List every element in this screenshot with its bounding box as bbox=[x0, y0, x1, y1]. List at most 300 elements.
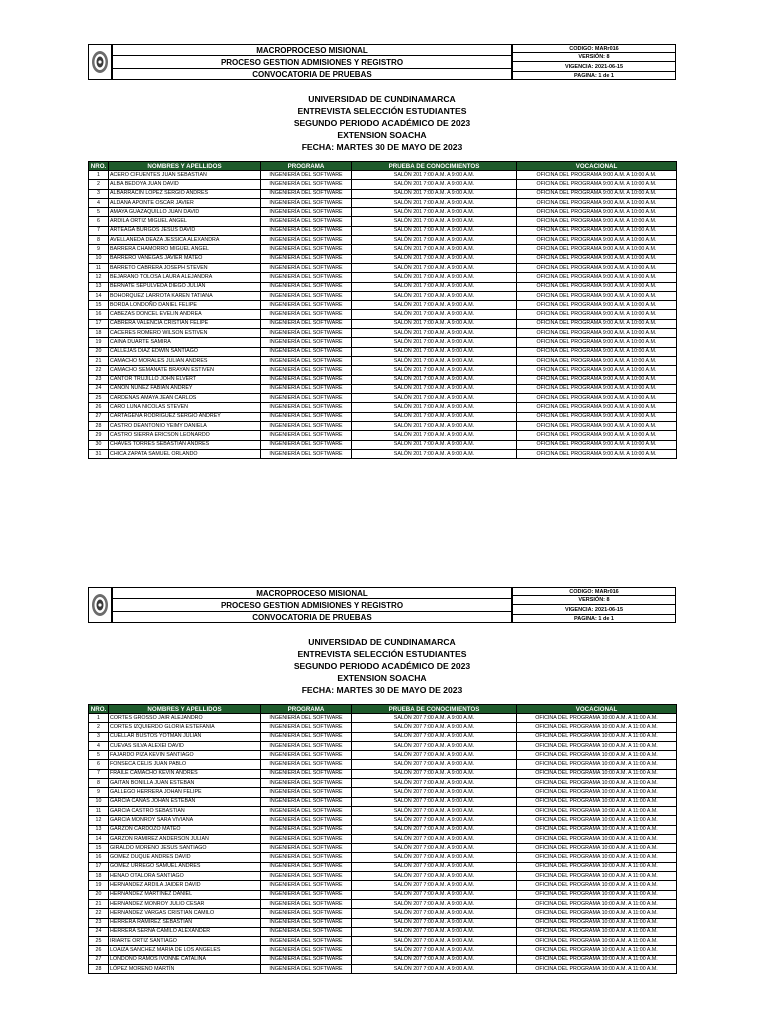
student-name: GOMEZ URREGO SAMUEL ANDRES bbox=[109, 862, 261, 871]
vocacional-cell: OFICINA DEL PROGRAMA 10:00 A.M. A 11:00 A.M. bbox=[517, 946, 677, 955]
student-name: CHAVES TORRES SEBASTIAN ANDRES bbox=[109, 440, 261, 449]
row-number: 19 bbox=[89, 338, 109, 347]
title-period: SEGUNDO PERIODO ACADÉMICO DE 2023 bbox=[293, 661, 471, 671]
vocacional-cell: OFICINA DEL PROGRAMA 9:00 A.M. A 10:00 A.M. bbox=[517, 384, 677, 393]
vocacional-cell: OFICINA DEL PROGRAMA 10:00 A.M. A 11:00 A.M. bbox=[517, 714, 677, 723]
student-name: ALBA BEDOYA JUAN DAVID bbox=[109, 180, 261, 189]
vigencia-label: VIGENCIA: 2021-06-15 bbox=[512, 604, 676, 615]
row-number: 10 bbox=[89, 797, 109, 806]
program-cell: INGENIERÍA DEL SOFTWARE bbox=[261, 412, 352, 421]
document-titles bbox=[88, 93, 676, 153]
prueba-cell: SALÓN 207 7:00 A.M. A 9:00 A.M. bbox=[352, 834, 517, 843]
prueba-cell: SALÓN 201 7:00 A.M. A 9:00 A.M. bbox=[352, 366, 517, 375]
student-name: CUELLAR BUSTOS YOTMAN JULIAN bbox=[109, 732, 261, 741]
row-number: 17 bbox=[89, 319, 109, 328]
title-interview: ENTREVISTA SELECCIÓN ESTUDIANTES bbox=[297, 106, 467, 116]
prueba-cell: SALÓN 207 7:00 A.M. A 9:00 A.M. bbox=[352, 853, 517, 862]
row-number: 3 bbox=[89, 189, 109, 198]
row-number: 4 bbox=[89, 198, 109, 207]
student-name: CARO LUNA NICOLAS STEVEN bbox=[109, 403, 261, 412]
students-table-2 bbox=[88, 704, 677, 974]
prueba-cell: SALÓN 201 7:00 A.M. A 9:00 A.M. bbox=[352, 449, 517, 458]
vocacional-cell: OFICINA DEL PROGRAMA 10:00 A.M. A 11:00 A.M. bbox=[517, 899, 677, 908]
row-number: 1 bbox=[89, 714, 109, 723]
student-name: GALLEGO HERRERA JOHAN FELIPE bbox=[109, 788, 261, 797]
col-nombres: NOMBRES Y APELLIDOS bbox=[109, 705, 261, 714]
program-cell: INGENIERÍA DEL SOFTWARE bbox=[261, 946, 352, 955]
vocacional-cell: OFICINA DEL PROGRAMA 9:00 A.M. A 10:00 A.M. bbox=[517, 366, 677, 375]
table-row bbox=[89, 844, 677, 853]
row-number: 26 bbox=[89, 946, 109, 955]
prueba-cell: SALÓN 207 7:00 A.M. A 9:00 A.M. bbox=[352, 890, 517, 899]
row-number: 1 bbox=[89, 171, 109, 180]
col-nombres: NOMBRES Y APELLIDOS bbox=[109, 162, 261, 171]
student-name: ALDANA APONTE OSCAR JAVIER bbox=[109, 198, 261, 207]
prueba-cell: SALÓN 201 7:00 A.M. A 9:00 A.M. bbox=[352, 440, 517, 449]
program-cell: INGENIERÍA DEL SOFTWARE bbox=[261, 732, 352, 741]
program-cell: INGENIERÍA DEL SOFTWARE bbox=[261, 723, 352, 732]
row-number: 2 bbox=[89, 180, 109, 189]
prueba-cell: SALÓN 201 7:00 A.M. A 9:00 A.M. bbox=[352, 198, 517, 207]
table-row bbox=[89, 955, 677, 964]
proceso-label: PROCESO GESTION ADMISIONES Y REGISTRO bbox=[112, 55, 512, 69]
row-number: 23 bbox=[89, 918, 109, 927]
student-name: CHICA ZAPATA SAMUEL ORLANDO bbox=[109, 449, 261, 458]
student-name: BOHORQUEZ LARROTA KAREN TATIANA bbox=[109, 291, 261, 300]
proceso-label: PROCESO GESTION ADMISIONES Y REGISTRO bbox=[112, 598, 512, 612]
row-number: 27 bbox=[89, 412, 109, 421]
student-name: GOMEZ DUQUE ANDRES DAVID bbox=[109, 853, 261, 862]
student-name: CACERES ROMERO WILSON ESTIVEN bbox=[109, 329, 261, 338]
table-row bbox=[89, 816, 677, 825]
prueba-cell: SALÓN 201 7:00 A.M. A 9:00 A.M. bbox=[352, 347, 517, 356]
student-name: GARZON RAMIREZ ANDERSON JULIAN bbox=[109, 834, 261, 843]
program-cell: INGENIERÍA DEL SOFTWARE bbox=[261, 881, 352, 890]
row-number: 24 bbox=[89, 927, 109, 936]
program-cell: INGENIERÍA DEL SOFTWARE bbox=[261, 375, 352, 384]
table-row bbox=[89, 282, 677, 291]
student-name: HERNANDEZ MARTINEZ DANIEL bbox=[109, 890, 261, 899]
table-row bbox=[89, 208, 677, 217]
program-cell: INGENIERÍA DEL SOFTWARE bbox=[261, 797, 352, 806]
program-cell: INGENIERÍA DEL SOFTWARE bbox=[261, 825, 352, 834]
row-number: 16 bbox=[89, 310, 109, 319]
student-name: CAINA DUARTE SAMIRA bbox=[109, 338, 261, 347]
program-cell: INGENIERÍA DEL SOFTWARE bbox=[261, 263, 352, 272]
row-number: 11 bbox=[89, 263, 109, 272]
program-cell: INGENIERÍA DEL SOFTWARE bbox=[261, 189, 352, 198]
macroproceso-label: MACROPROCESO MISIONAL bbox=[112, 587, 512, 599]
table-row bbox=[89, 301, 677, 310]
prueba-cell: SALÓN 201 7:00 A.M. A 9:00 A.M. bbox=[352, 217, 517, 226]
program-cell: INGENIERÍA DEL SOFTWARE bbox=[261, 714, 352, 723]
prueba-cell: SALÓN 207 7:00 A.M. A 9:00 A.M. bbox=[352, 769, 517, 778]
col-prueba: PRUEBA DE CONOCIMIENTOS bbox=[352, 162, 517, 171]
program-cell: INGENIERÍA DEL SOFTWARE bbox=[261, 779, 352, 788]
vocacional-cell: OFICINA DEL PROGRAMA 9:00 A.M. A 10:00 A.M. bbox=[517, 208, 677, 217]
student-name: CANTOR TRUJILLO JOHN ELVERT bbox=[109, 375, 261, 384]
program-cell: INGENIERÍA DEL SOFTWARE bbox=[261, 301, 352, 310]
prueba-cell: SALÓN 201 7:00 A.M. A 9:00 A.M. bbox=[352, 356, 517, 365]
row-number: 23 bbox=[89, 375, 109, 384]
table-row bbox=[89, 937, 677, 946]
program-cell: INGENIERÍA DEL SOFTWARE bbox=[261, 198, 352, 207]
table-row bbox=[89, 403, 677, 412]
row-number: 20 bbox=[89, 347, 109, 356]
col-programa: PROGRAMA bbox=[261, 705, 352, 714]
vocacional-cell: OFICINA DEL PROGRAMA 9:00 A.M. A 10:00 A.M. bbox=[517, 273, 677, 282]
row-number: 28 bbox=[89, 965, 109, 974]
program-cell: INGENIERÍA DEL SOFTWARE bbox=[261, 356, 352, 365]
row-number: 14 bbox=[89, 291, 109, 300]
student-name: CORTES GROSSO JAIR ALEJANDRO bbox=[109, 714, 261, 723]
program-cell: INGENIERÍA DEL SOFTWARE bbox=[261, 834, 352, 843]
program-cell: INGENIERÍA DEL SOFTWARE bbox=[261, 816, 352, 825]
vocacional-cell: OFICINA DEL PROGRAMA 9:00 A.M. A 10:00 A.M. bbox=[517, 226, 677, 235]
col-nro: NRO. bbox=[89, 705, 109, 714]
prueba-cell: SALÓN 201 7:00 A.M. A 9:00 A.M. bbox=[352, 226, 517, 235]
table-row bbox=[89, 254, 677, 263]
macroproceso-label: MACROPROCESO MISIONAL bbox=[112, 44, 512, 56]
prueba-cell: SALÓN 207 7:00 A.M. A 9:00 A.M. bbox=[352, 946, 517, 955]
vocacional-cell: OFICINA DEL PROGRAMA 9:00 A.M. A 10:00 A.M. bbox=[517, 217, 677, 226]
student-name: CORTES IZQUIERDO GLORIA ESTEFANIA bbox=[109, 723, 261, 732]
program-cell: INGENIERÍA DEL SOFTWARE bbox=[261, 329, 352, 338]
student-name: LÓPEZ MORENO MARTÍN bbox=[109, 965, 261, 974]
vocacional-cell: OFICINA DEL PROGRAMA 9:00 A.M. A 10:00 A.M. bbox=[517, 236, 677, 245]
students-table-1 bbox=[88, 161, 677, 459]
prueba-cell: SALÓN 201 7:00 A.M. A 9:00 A.M. bbox=[352, 310, 517, 319]
vocacional-cell: OFICINA DEL PROGRAMA 10:00 A.M. A 11:00 A.M. bbox=[517, 797, 677, 806]
student-name: GIRALDO MORENO JESUS SANTIAGO bbox=[109, 844, 261, 853]
vocacional-cell: OFICINA DEL PROGRAMA 10:00 A.M. A 11:00 A.M. bbox=[517, 806, 677, 815]
prueba-cell: SALÓN 201 7:00 A.M. A 9:00 A.M. bbox=[352, 208, 517, 217]
table-row bbox=[89, 245, 677, 254]
prueba-cell: SALÓN 207 7:00 A.M. A 9:00 A.M. bbox=[352, 751, 517, 760]
table-row bbox=[89, 946, 677, 955]
table-row bbox=[89, 412, 677, 421]
table-row bbox=[89, 171, 677, 180]
prueba-cell: SALÓN 207 7:00 A.M. A 9:00 A.M. bbox=[352, 732, 517, 741]
student-name: CABEZAS DONCEL EVELIN ANDREA bbox=[109, 310, 261, 319]
program-cell: INGENIERÍA DEL SOFTWARE bbox=[261, 422, 352, 431]
row-number: 10 bbox=[89, 254, 109, 263]
student-name: GARCIA MONROY SARA VIVIANA bbox=[109, 816, 261, 825]
program-cell: INGENIERÍA DEL SOFTWARE bbox=[261, 918, 352, 927]
program-cell: INGENIERÍA DEL SOFTWARE bbox=[261, 282, 352, 291]
vocacional-cell: OFICINA DEL PROGRAMA 9:00 A.M. A 10:00 A.M. bbox=[517, 449, 677, 458]
vocacional-cell: OFICINA DEL PROGRAMA 10:00 A.M. A 11:00 A.M. bbox=[517, 881, 677, 890]
vocacional-cell: OFICINA DEL PROGRAMA 9:00 A.M. A 10:00 A.M. bbox=[517, 347, 677, 356]
row-number: 21 bbox=[89, 899, 109, 908]
row-number: 6 bbox=[89, 217, 109, 226]
title-extension: EXTENSION SOACHA bbox=[337, 130, 427, 140]
student-name: HERRERA SERNA CAMILO ALEXANDER bbox=[109, 927, 261, 936]
student-name: CASTRO SIERRA ERICSON LEONARDO bbox=[109, 431, 261, 440]
convocatoria-label: CONVOCATORIA DE PRUEBAS bbox=[112, 611, 512, 623]
prueba-cell: SALÓN 201 7:00 A.M. A 9:00 A.M. bbox=[352, 236, 517, 245]
prueba-cell: SALÓN 207 7:00 A.M. A 9:00 A.M. bbox=[352, 844, 517, 853]
table-row bbox=[89, 329, 677, 338]
student-name: GARCIA CAÑAS JOHAN ESTEBAN bbox=[109, 797, 261, 806]
prueba-cell: SALÓN 201 7:00 A.M. A 9:00 A.M. bbox=[352, 254, 517, 263]
vocacional-cell: OFICINA DEL PROGRAMA 10:00 A.M. A 11:00 A.M. bbox=[517, 853, 677, 862]
table-row bbox=[89, 714, 677, 723]
row-number: 12 bbox=[89, 273, 109, 282]
table-row bbox=[89, 440, 677, 449]
student-name: FAJARDO PIZA KEVIN SANTIAGO bbox=[109, 751, 261, 760]
table-row bbox=[89, 927, 677, 936]
vocacional-cell: OFICINA DEL PROGRAMA 10:00 A.M. A 11:00 A.M. bbox=[517, 862, 677, 871]
student-name: CARDENAS AMAYA JEAN CARLOS bbox=[109, 394, 261, 403]
vocacional-cell: OFICINA DEL PROGRAMA 9:00 A.M. A 10:00 A.M. bbox=[517, 180, 677, 189]
student-name: ARTEAGA BURGOS JESUS DAVID bbox=[109, 226, 261, 235]
table-row bbox=[89, 909, 677, 918]
student-name: HERNANDEZ MONROY JULIO CESAR bbox=[109, 899, 261, 908]
table-row bbox=[89, 291, 677, 300]
vocacional-cell: OFICINA DEL PROGRAMA 9:00 A.M. A 10:00 A.M. bbox=[517, 245, 677, 254]
program-cell: INGENIERÍA DEL SOFTWARE bbox=[261, 217, 352, 226]
title-extension: EXTENSION SOACHA bbox=[337, 673, 427, 683]
program-cell: INGENIERÍA DEL SOFTWARE bbox=[261, 769, 352, 778]
row-number: 25 bbox=[89, 394, 109, 403]
table-row bbox=[89, 760, 677, 769]
vocacional-cell: OFICINA DEL PROGRAMA 10:00 A.M. A 11:00 A.M. bbox=[517, 834, 677, 843]
prueba-cell: SALÓN 201 7:00 A.M. A 9:00 A.M. bbox=[352, 422, 517, 431]
program-cell: INGENIERÍA DEL SOFTWARE bbox=[261, 366, 352, 375]
prueba-cell: SALÓN 201 7:00 A.M. A 9:00 A.M. bbox=[352, 189, 517, 198]
row-number: 9 bbox=[89, 788, 109, 797]
program-cell: INGENIERÍA DEL SOFTWARE bbox=[261, 431, 352, 440]
prueba-cell: SALÓN 201 7:00 A.M. A 9:00 A.M. bbox=[352, 301, 517, 310]
row-number: 5 bbox=[89, 751, 109, 760]
row-number: 18 bbox=[89, 872, 109, 881]
col-nro: NRO. bbox=[89, 162, 109, 171]
vocacional-cell: OFICINA DEL PROGRAMA 9:00 A.M. A 10:00 A.M. bbox=[517, 394, 677, 403]
vocacional-cell: OFICINA DEL PROGRAMA 9:00 A.M. A 10:00 A.M. bbox=[517, 263, 677, 272]
row-number: 3 bbox=[89, 732, 109, 741]
table-row bbox=[89, 384, 677, 393]
program-cell: INGENIERÍA DEL SOFTWARE bbox=[261, 965, 352, 974]
program-cell: INGENIERÍA DEL SOFTWARE bbox=[261, 927, 352, 936]
prueba-cell: SALÓN 201 7:00 A.M. A 9:00 A.M. bbox=[352, 171, 517, 180]
row-number: 22 bbox=[89, 909, 109, 918]
vocacional-cell: OFICINA DEL PROGRAMA 10:00 A.M. A 11:00 A.M. bbox=[517, 825, 677, 834]
student-name: CALLEJAS DIAZ EDWIN SANTIAGO bbox=[109, 347, 261, 356]
university-seal-icon bbox=[88, 44, 112, 80]
student-name: BORDA LONDOÑO DANIEL FELIPE bbox=[109, 301, 261, 310]
program-cell: INGENIERÍA DEL SOFTWARE bbox=[261, 806, 352, 815]
student-name: BERNATE SEPULVEDA DIEGO JULIAN bbox=[109, 282, 261, 291]
row-number: 9 bbox=[89, 245, 109, 254]
program-cell: INGENIERÍA DEL SOFTWARE bbox=[261, 844, 352, 853]
codigo-label: CODIGO: MARr016 bbox=[512, 44, 676, 53]
table-row bbox=[89, 198, 677, 207]
prueba-cell: SALÓN 207 7:00 A.M. A 9:00 A.M. bbox=[352, 937, 517, 946]
program-cell: INGENIERÍA DEL SOFTWARE bbox=[261, 273, 352, 282]
vocacional-cell: OFICINA DEL PROGRAMA 9:00 A.M. A 10:00 A.M. bbox=[517, 375, 677, 384]
row-number: 20 bbox=[89, 890, 109, 899]
program-cell: INGENIERÍA DEL SOFTWARE bbox=[261, 254, 352, 263]
prueba-cell: SALÓN 201 7:00 A.M. A 9:00 A.M. bbox=[352, 319, 517, 328]
program-cell: INGENIERÍA DEL SOFTWARE bbox=[261, 226, 352, 235]
vocacional-cell: OFICINA DEL PROGRAMA 10:00 A.M. A 11:00 A.M. bbox=[517, 741, 677, 750]
row-number: 30 bbox=[89, 440, 109, 449]
prueba-cell: SALÓN 207 7:00 A.M. A 9:00 A.M. bbox=[352, 723, 517, 732]
vocacional-cell: OFICINA DEL PROGRAMA 9:00 A.M. A 10:00 A.M. bbox=[517, 282, 677, 291]
student-name: GARCIA CASTRO SEBASTIAN bbox=[109, 806, 261, 815]
table-row bbox=[89, 732, 677, 741]
table-row bbox=[89, 310, 677, 319]
program-cell: INGENIERÍA DEL SOFTWARE bbox=[261, 245, 352, 254]
prueba-cell: SALÓN 207 7:00 A.M. A 9:00 A.M. bbox=[352, 918, 517, 927]
title-date: FECHA: MARTES 30 DE MAYO DE 2023 bbox=[301, 685, 463, 695]
version-label: VERSIÓN: 8 bbox=[512, 52, 676, 62]
student-name: ALBARRACIN LOPEZ SERGIO ANDRES bbox=[109, 189, 261, 198]
student-name: HERNANDEZ VARGAS CRISTIAN CAMILO bbox=[109, 909, 261, 918]
vocacional-cell: OFICINA DEL PROGRAMA 10:00 A.M. A 11:00 A.M. bbox=[517, 769, 677, 778]
student-name: HERNANDEZ ARDILA JAIDER DAVID bbox=[109, 881, 261, 890]
vocacional-cell: OFICINA DEL PROGRAMA 9:00 A.M. A 10:00 A.M. bbox=[517, 422, 677, 431]
prueba-cell: SALÓN 207 7:00 A.M. A 9:00 A.M. bbox=[352, 816, 517, 825]
vocacional-cell: OFICINA DEL PROGRAMA 9:00 A.M. A 10:00 A.M. bbox=[517, 329, 677, 338]
student-name: CASTRO DEANTONIO YEIMY DANIELA bbox=[109, 422, 261, 431]
program-cell: INGENIERÍA DEL SOFTWARE bbox=[261, 338, 352, 347]
table-row bbox=[89, 825, 677, 834]
row-number: 13 bbox=[89, 282, 109, 291]
col-vocacional: VOCACIONAL bbox=[517, 705, 677, 714]
vocacional-cell: OFICINA DEL PROGRAMA 9:00 A.M. A 10:00 A.M. bbox=[517, 310, 677, 319]
program-cell: INGENIERÍA DEL SOFTWARE bbox=[261, 180, 352, 189]
vocacional-cell: OFICINA DEL PROGRAMA 9:00 A.M. A 10:00 A.M. bbox=[517, 403, 677, 412]
document-header bbox=[88, 587, 676, 625]
prueba-cell: SALÓN 207 7:00 A.M. A 9:00 A.M. bbox=[352, 881, 517, 890]
vocacional-cell: OFICINA DEL PROGRAMA 10:00 A.M. A 11:00 A.M. bbox=[517, 816, 677, 825]
title-period: SEGUNDO PERIODO ACADÉMICO DE 2023 bbox=[293, 118, 471, 128]
table-row bbox=[89, 236, 677, 245]
pagina-label: PAGINA: 1 de 1 bbox=[512, 71, 676, 80]
table-row bbox=[89, 918, 677, 927]
table-row bbox=[89, 394, 677, 403]
table-row bbox=[89, 180, 677, 189]
student-name: CAÑON NUÑEZ FABIAN ANDREY bbox=[109, 384, 261, 393]
prueba-cell: SALÓN 201 7:00 A.M. A 9:00 A.M. bbox=[352, 291, 517, 300]
program-cell: INGENIERÍA DEL SOFTWARE bbox=[261, 403, 352, 412]
table-row bbox=[89, 872, 677, 881]
codigo-label: CODIGO: MARr016 bbox=[512, 587, 676, 596]
table-row bbox=[89, 741, 677, 750]
vocacional-cell: OFICINA DEL PROGRAMA 9:00 A.M. A 10:00 A.M. bbox=[517, 440, 677, 449]
row-number: 13 bbox=[89, 825, 109, 834]
student-name: CAMACHO MORALES JULIAN ANDRES bbox=[109, 356, 261, 365]
student-name: HENAO OTALORA SANTIAGO bbox=[109, 872, 261, 881]
table-header-row bbox=[89, 162, 677, 171]
row-number: 21 bbox=[89, 356, 109, 365]
row-number: 29 bbox=[89, 431, 109, 440]
row-number: 25 bbox=[89, 937, 109, 946]
row-number: 18 bbox=[89, 329, 109, 338]
pagina-label: PAGINA: 1 de 1 bbox=[512, 614, 676, 623]
student-name: AMAYA GUAZAQUILLO JUAN DAVID bbox=[109, 208, 261, 217]
program-cell: INGENIERÍA DEL SOFTWARE bbox=[261, 890, 352, 899]
table-row bbox=[89, 189, 677, 198]
table-row bbox=[89, 769, 677, 778]
prueba-cell: SALÓN 201 7:00 A.M. A 9:00 A.M. bbox=[352, 282, 517, 291]
prueba-cell: SALÓN 207 7:00 A.M. A 9:00 A.M. bbox=[352, 965, 517, 974]
row-number: 22 bbox=[89, 366, 109, 375]
prueba-cell: SALÓN 207 7:00 A.M. A 9:00 A.M. bbox=[352, 955, 517, 964]
student-name: GARZON CARDOZO MATEO bbox=[109, 825, 261, 834]
vocacional-cell: OFICINA DEL PROGRAMA 9:00 A.M. A 10:00 A.M. bbox=[517, 356, 677, 365]
student-name: BARRETO CABRERA JOSEPH STEVEN bbox=[109, 263, 261, 272]
student-name: BEJARANO TOLOSA LAURA ALEJANDRA bbox=[109, 273, 261, 282]
university-seal-icon bbox=[88, 587, 112, 623]
row-number: 14 bbox=[89, 834, 109, 843]
program-cell: INGENIERÍA DEL SOFTWARE bbox=[261, 440, 352, 449]
program-cell: INGENIERÍA DEL SOFTWARE bbox=[261, 394, 352, 403]
student-name: BARRERA CHAMORRO MIGUEL ANGEL bbox=[109, 245, 261, 254]
row-number: 27 bbox=[89, 955, 109, 964]
vocacional-cell: OFICINA DEL PROGRAMA 10:00 A.M. A 11:00 A.M. bbox=[517, 937, 677, 946]
student-name: ARDILA ORTIZ MIGUEL ANGEL bbox=[109, 217, 261, 226]
table-row bbox=[89, 356, 677, 365]
vocacional-cell: OFICINA DEL PROGRAMA 10:00 A.M. A 11:00 A.M. bbox=[517, 927, 677, 936]
program-cell: INGENIERÍA DEL SOFTWARE bbox=[261, 899, 352, 908]
student-name: FRAILE CAMACHO KEVIN ANDRES bbox=[109, 769, 261, 778]
prueba-cell: SALÓN 201 7:00 A.M. A 9:00 A.M. bbox=[352, 329, 517, 338]
program-cell: INGENIERÍA DEL SOFTWARE bbox=[261, 741, 352, 750]
program-cell: INGENIERÍA DEL SOFTWARE bbox=[261, 862, 352, 871]
row-number: 17 bbox=[89, 862, 109, 871]
table-row bbox=[89, 797, 677, 806]
program-cell: INGENIERÍA DEL SOFTWARE bbox=[261, 291, 352, 300]
vocacional-cell: OFICINA DEL PROGRAMA 10:00 A.M. A 11:00 A.M. bbox=[517, 872, 677, 881]
program-cell: INGENIERÍA DEL SOFTWARE bbox=[261, 171, 352, 180]
prueba-cell: SALÓN 201 7:00 A.M. A 9:00 A.M. bbox=[352, 375, 517, 384]
student-name: HERRERA RAMIREZ SEBASTIAN bbox=[109, 918, 261, 927]
table-row bbox=[89, 319, 677, 328]
program-cell: INGENIERÍA DEL SOFTWARE bbox=[261, 751, 352, 760]
row-number: 4 bbox=[89, 741, 109, 750]
prueba-cell: SALÓN 207 7:00 A.M. A 9:00 A.M. bbox=[352, 899, 517, 908]
table-row bbox=[89, 226, 677, 235]
table-row bbox=[89, 965, 677, 974]
vocacional-cell: OFICINA DEL PROGRAMA 9:00 A.M. A 10:00 A.M. bbox=[517, 431, 677, 440]
table-row bbox=[89, 263, 677, 272]
prueba-cell: SALÓN 201 7:00 A.M. A 9:00 A.M. bbox=[352, 245, 517, 254]
student-name: IRIARTE ORTIZ SANTIAGO bbox=[109, 937, 261, 946]
table-row bbox=[89, 375, 677, 384]
vocacional-cell: OFICINA DEL PROGRAMA 10:00 A.M. A 11:00 A.M. bbox=[517, 955, 677, 964]
program-cell: INGENIERÍA DEL SOFTWARE bbox=[261, 788, 352, 797]
vocacional-cell: OFICINA DEL PROGRAMA 10:00 A.M. A 11:00 A.M. bbox=[517, 844, 677, 853]
vocacional-cell: OFICINA DEL PROGRAMA 9:00 A.M. A 10:00 A.M. bbox=[517, 189, 677, 198]
row-number: 8 bbox=[89, 779, 109, 788]
vocacional-cell: OFICINA DEL PROGRAMA 9:00 A.M. A 10:00 A.M. bbox=[517, 198, 677, 207]
program-cell: INGENIERÍA DEL SOFTWARE bbox=[261, 955, 352, 964]
vocacional-cell: OFICINA DEL PROGRAMA 10:00 A.M. A 11:00 A.M. bbox=[517, 779, 677, 788]
student-name: BARRERO VANEGAS JAVIER MATEO bbox=[109, 254, 261, 263]
row-number: 7 bbox=[89, 769, 109, 778]
table-row bbox=[89, 366, 677, 375]
prueba-cell: SALÓN 201 7:00 A.M. A 9:00 A.M. bbox=[352, 338, 517, 347]
prueba-cell: SALÓN 201 7:00 A.M. A 9:00 A.M. bbox=[352, 263, 517, 272]
table-header-row bbox=[89, 705, 677, 714]
convocatoria-label: CONVOCATORIA DE PRUEBAS bbox=[112, 68, 512, 80]
title-interview: ENTREVISTA SELECCIÓN ESTUDIANTES bbox=[297, 649, 467, 659]
table-row bbox=[89, 853, 677, 862]
row-number: 28 bbox=[89, 422, 109, 431]
